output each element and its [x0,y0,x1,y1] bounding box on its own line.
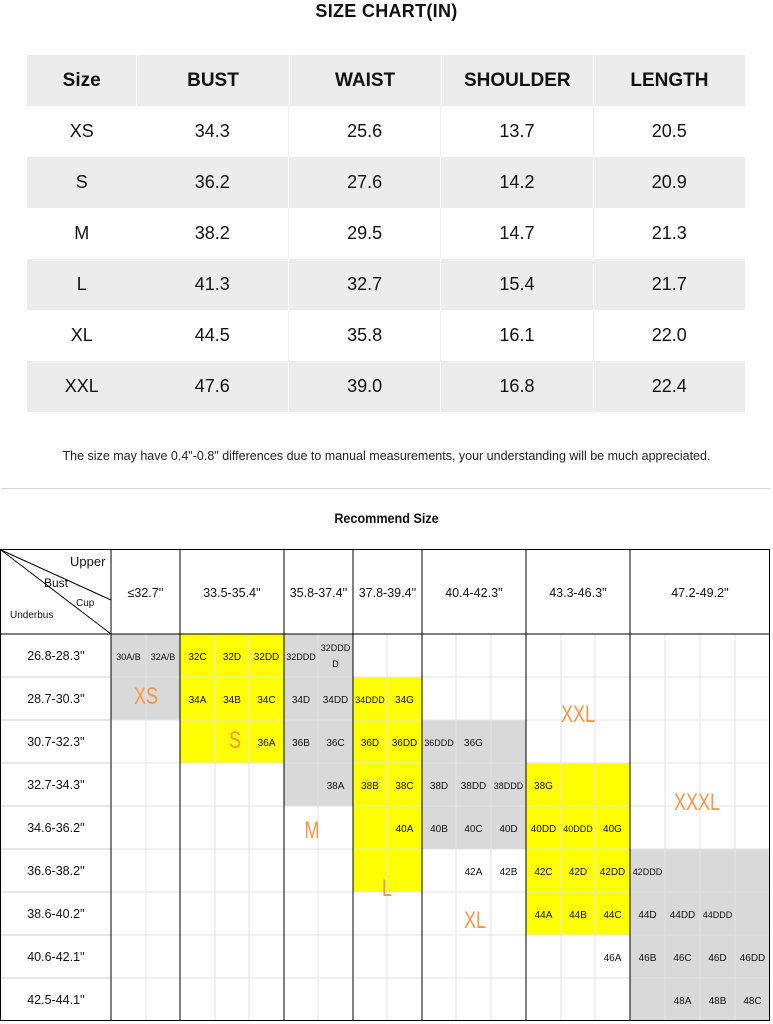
cup-size-cell: 36B [292,738,310,749]
underbust-row-header: 36.6-38.2'' [27,864,85,878]
bust-column-header: ≤32.7'' [127,586,164,600]
underbust-row-header: 40.6-42.1'' [27,950,85,964]
underbust-row-header: 42.5-44.1'' [27,993,85,1007]
waist-cell: 27.6 [289,157,441,208]
cup-size-cell: 34A [188,695,207,706]
length-cell: 22.0 [651,325,687,345]
cup-size-cell: 38B [361,781,379,792]
size-label: XXXL [673,789,721,816]
cup-size-cell: 40C [464,824,483,835]
cup-size-cell: 36A [257,738,276,749]
cup-size-cell: 44C [603,910,622,921]
recommend-title: Recommend Size [334,510,439,526]
bust-cell: 38.2 [137,208,289,259]
cup-size-cell: 44A [534,910,553,921]
cup-size-cell: 38G [534,781,553,792]
cup-size-cell: 48A [673,996,692,1007]
cup-size-cell: 44D [638,910,657,921]
cup-size-cell: 42DD [599,867,626,878]
bust-cell: 34.3 [137,106,289,157]
bust-column-header: 35.8-37.4'' [289,586,348,600]
length-cell: 21.3 [651,223,687,243]
size-cell: L [76,274,87,294]
cup-size-cell: 36D [360,738,380,749]
cup-size-cell: 38C [395,781,414,792]
cup-size-cell: 32C [188,652,207,663]
cup-size-cell: 46DD [739,953,766,964]
corner-underbust-label: Underbus [10,610,54,621]
corner-cup-label: Cup [76,598,95,609]
header-length: LENGTH [630,69,709,91]
shoulder-cell: 13.7 [441,106,593,157]
length-cell: 20.9 [651,172,687,192]
size-cell: M [74,223,90,243]
bust-cell: 47.6 [137,361,289,412]
cup-size-cell: 40A [395,824,414,835]
bust-column-header: 33.5-35.4'' [203,586,261,600]
bust-column-header: 47.2-49.2'' [671,586,729,600]
size-label: XL [463,907,487,934]
size-label: L [381,875,393,902]
cup-size-cell: 32DDD [286,652,316,662]
size-cell: XS [69,121,94,141]
shoulder-cell: 16.8 [441,361,593,412]
cup-size-cell: 42A [464,867,483,878]
underbust-row-header: 26.8-28.3'' [27,649,85,663]
cup-size-cell: 36G [464,738,483,749]
waist-cell: 29.5 [289,208,441,259]
cup-size-cell: 40DDD [563,824,593,834]
bust-column-header: 40.4-42.3'' [445,586,503,600]
cup-size-cell: 34DDD [355,695,385,705]
cup-size-cell: 34C [257,695,276,706]
cup-size-cell: 42B [499,867,518,878]
measurement-note: The size may have 0.4"-0.8" differences due to manual measurements, your understanding will be much appreciated. [62,449,711,463]
cup-size-cell: 44DD [669,910,696,921]
cup-size-cell: 42DDD [632,867,663,877]
bust-cell: 41.3 [137,259,289,310]
header-size: Size [27,55,137,106]
corner-upper-label: Upper [70,554,106,569]
underbust-row-header: 38.6-40.2'' [27,907,85,921]
bust-column-header: 37.8-39.4'' [358,586,417,600]
bust-cell: 44.5 [137,310,289,361]
corner-bust-label: Bust [44,576,69,590]
size-cell: XL [70,325,93,345]
cup-size-cell: 40DD [530,824,557,835]
cup-size-cell: 38DD [460,781,487,792]
cup-size-cell: 40G [603,824,622,835]
size-label: S [228,727,242,754]
cup-size-cell: 48B [708,996,727,1007]
cup-size-cell: 36DDD [424,738,454,748]
length-cell: 20.5 [651,121,687,141]
cup-size-cell: 46A [603,953,622,964]
shoulder-cell: 14.7 [441,208,593,259]
underbust-row-header: 30.7-32.3'' [27,735,85,749]
cup-size-cell: 42C [534,867,553,878]
cup-size-cell: 36DD [391,738,418,749]
cup-size-cell: 32D [222,652,242,663]
cup-size-cell: 48C [743,996,762,1007]
size-label: XXL [560,701,596,728]
header-bust: BUST [137,55,289,106]
cup-size-cell: 38DDD [493,781,524,791]
waist-cell: 25.6 [289,106,441,157]
size-label: XS [133,683,159,710]
page-title: SIZE CHART(IN) [315,1,458,21]
size-cell: XXL [64,376,99,396]
size-label: M [304,817,320,844]
cup-size-cell: 34DD [322,695,349,706]
underbust-row-header: 32.7-34.3'' [27,778,85,792]
cup-size-cell: 44DDD [702,910,733,920]
length-cell: 21.7 [651,274,687,294]
length-cell: 22.4 [651,376,687,396]
shoulder-cell: 15.4 [441,259,593,310]
waist-cell: 39.0 [289,361,441,412]
bust-column-header: 43.3-46.3'' [549,586,607,600]
cup-size-cell: 44B [569,910,587,921]
cup-size-cell: 46B [638,953,657,964]
underbust-row-header: 34.6-36.2'' [27,821,85,835]
cup-size-cell: 34D [291,695,311,706]
cup-size-cell: 40B [430,824,448,835]
cup-size-cell: 34G [395,695,414,706]
cup-size-cell: 32A/B [150,652,176,662]
cup-size-cell: 38A [326,781,345,792]
cup-size-cell: 40D [499,824,518,835]
cup-size-cell: 46C [673,953,692,964]
shoulder-cell: 14.2 [441,157,593,208]
cup-size-cell: 42D [568,867,588,878]
bust-cell: 36.2 [137,157,289,208]
cup-size-cell: 38D [429,781,449,792]
underbust-row-header: 28.7-30.3'' [27,692,85,706]
header-waist: WAIST [290,55,442,106]
cup-size-cell: D [332,659,339,669]
cup-size-cell: 32DDD [320,643,351,653]
size-cell: S [75,172,88,192]
cup-size-cell: 34B [223,695,241,706]
cup-size-cell: 30A/B [116,652,141,662]
cup-size-cell: 46D [708,953,727,964]
cup-size-cell: 32DD [253,652,280,663]
waist-cell: 35.8 [289,310,441,361]
shoulder-cell: 16.1 [441,310,593,361]
header-shoulder: SHOULDER [442,55,594,106]
waist-cell: 32.7 [289,259,441,310]
cup-size-cell: 36C [326,738,345,749]
